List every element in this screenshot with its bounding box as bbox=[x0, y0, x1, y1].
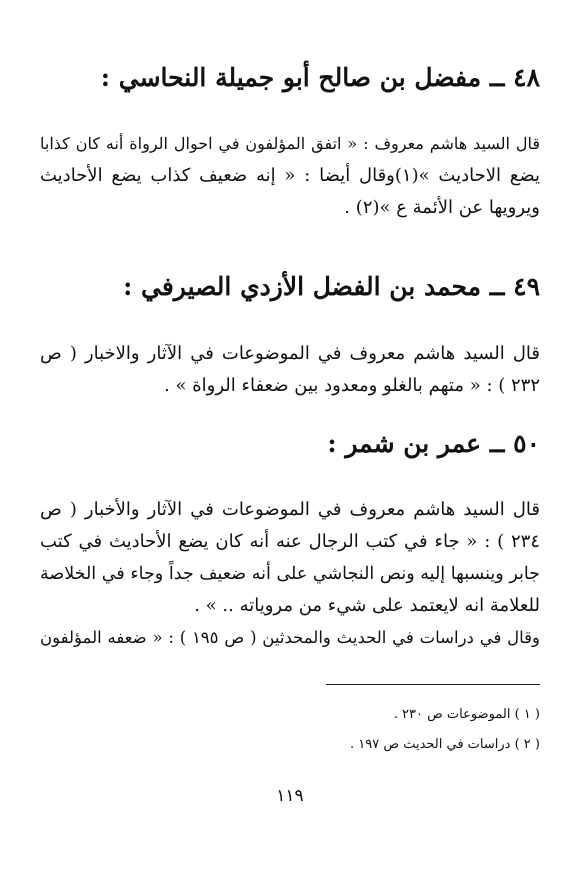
footnote-2: ( ٢ ) دراسات في الحديث ص ١٩٧ . bbox=[350, 737, 540, 752]
paragraph-line: ٢٣٤ ) : « جاء في كتب الرجال عنه أنه كان يضع الأحاديث في كتب bbox=[40, 531, 540, 552]
paragraph-line: وقال في دراسات في الحديث والمحدثين ( ص ١٩٥ ) : « ضعفه المؤلفون bbox=[40, 628, 541, 647]
entry-paragraph-49 bbox=[40, 338, 540, 402]
paragraph-line: قال السيد هاشم معروف في الموضوعات في الآثار والاخبار ( ص bbox=[40, 343, 540, 364]
paragraph-line: قال السيد هاشم معروف في الموضوعات في الآثار والأخبار ( ص bbox=[40, 499, 540, 520]
paragraph-line: يضع الاحاديث »(١)وقال أيضا : « إنه ضعيف كذاب يضع الأحاديث bbox=[40, 165, 540, 186]
paragraph-line: جابر وينسبها إليه ونص النجاشي على أنه ضعيف جداً وجاء في الخلاصة bbox=[40, 564, 540, 584]
entry-heading-49: ٤٩ ــ محمد بن الفضل الأزدي الصيرفي : bbox=[123, 272, 540, 301]
footnote-divider bbox=[326, 684, 540, 685]
page-number: ١١٩ bbox=[276, 786, 304, 806]
paragraph-line: ٢٣٢ ) : « متهم بالغلو ومعدود بين ضعفاء الرواة » . bbox=[164, 375, 540, 396]
entry-paragraph-48 bbox=[40, 128, 540, 224]
paragraph-line: قال السيد هاشم معروف : « اتفق المؤلفون في احوال الرواة أنه كان كذابا bbox=[40, 134, 540, 153]
entry-heading-50: ٥٠ ــ عمر بن شمر : bbox=[327, 429, 540, 458]
footnote-1: ( ١ ) الموضوعات ص ٢٣٠ . bbox=[393, 707, 540, 722]
paragraph-line: ويرويها عن الأئمة ع »(٢) . bbox=[344, 197, 540, 218]
entry-paragraph-50 bbox=[40, 494, 540, 654]
book-page bbox=[40, 0, 540, 869]
paragraph-line: للعلامة انه لايعتمد على شيء من مروياته .. » . bbox=[194, 595, 540, 616]
entry-heading-48: ٤٨ ــ مفضل بن صالح أبو جميلة النحاسي : bbox=[100, 63, 540, 92]
